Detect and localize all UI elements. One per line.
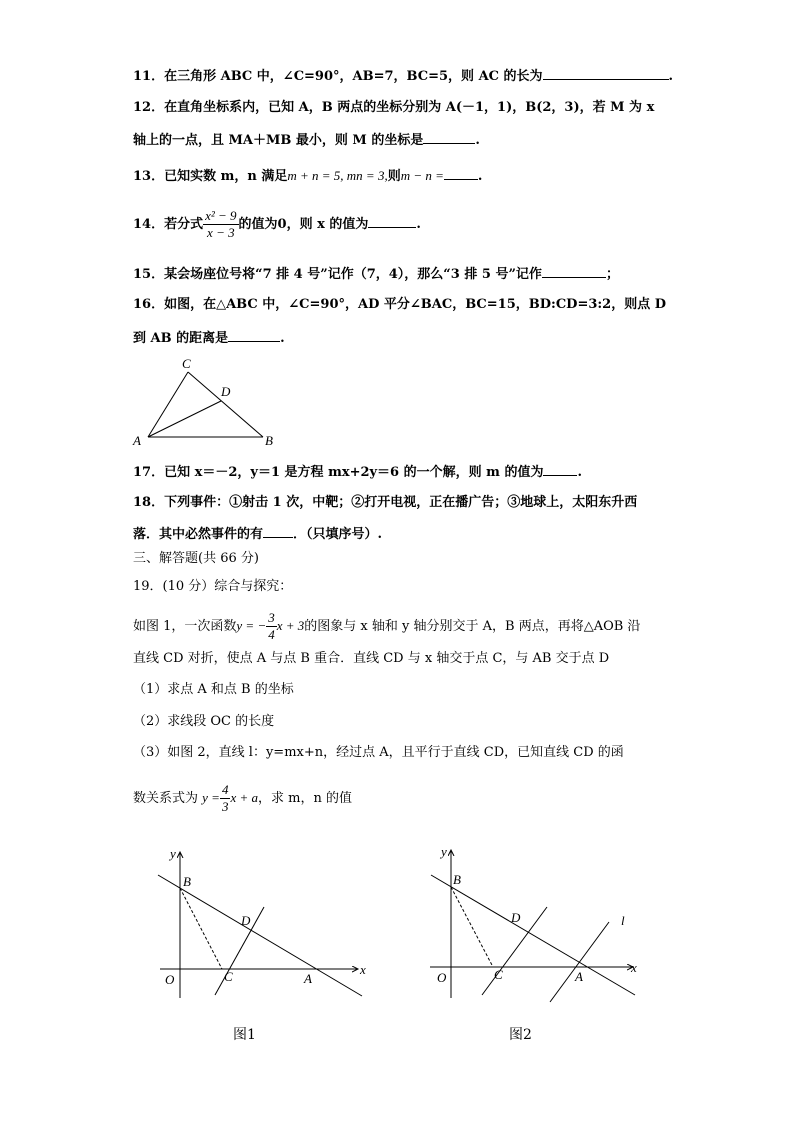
- q14-fraction: $\frac{\text{x² − 9}}{x - 3}$: [205, 208, 237, 240]
- fig2-label-o: O: [437, 970, 447, 985]
- figure-2: [425, 840, 655, 1010]
- q17-answer-blank[interactable]: [543, 462, 577, 476]
- fig1-label-d: D: [241, 913, 251, 928]
- fig2-label-b: B: [453, 872, 461, 887]
- question-19-title: 19．(10 分）综合与探究：: [133, 579, 293, 594]
- q13-expression: m − n =: [400, 168, 444, 183]
- q14-answer-blank[interactable]: [368, 214, 416, 228]
- fig2-label-a: A: [575, 969, 583, 984]
- q19-slope-fraction: $\frac{3}{4}$: [268, 610, 275, 642]
- label-c: C: [182, 356, 191, 371]
- line-ab: [431, 875, 635, 995]
- question-12-line2: 轴上的一点，且 MA＋MB 最小，则 M 的坐标是 .: [133, 130, 480, 150]
- question-19-para2: 直线 CD 对折，使点 A 与点 B 重合．直线 CD 与 x 轴交于点 C，与 AB 交于点 D: [133, 651, 610, 666]
- q11-text: 11．在三角形 ABC 中，∠C=90°，AB=7，BC=5，则 AC 的长为: [133, 69, 543, 84]
- question-14: 14．若分式 $\frac{\text{x² − 9}}{x - 3}$ 的值为0，则 x 的值为 .: [133, 208, 421, 240]
- question-19-sub2: （2）求线段 OC 的长度: [133, 714, 275, 729]
- question-13: 13．已知实数 m，n 满足m + n = 5, mn = 3,则m − n = .: [133, 168, 483, 184]
- question-18-line1: 18．下列事件：①射击 1 次，中靶；②打开电视，正在播广告；③地球上，太阳东升西: [133, 495, 638, 510]
- question-12-line1: 12．在直角坐标系内，已知 A，B 两点的坐标分别为 A(－1，1)，B(2，3)，若 M 为 x: [133, 100, 655, 115]
- figure-2-caption: 图2: [509, 1027, 532, 1043]
- q16-answer-blank[interactable]: [228, 328, 280, 342]
- question-16-line2: 到 AB 的距离是 .: [133, 328, 285, 348]
- fig1-label-y: y: [170, 846, 176, 861]
- question-17: 17．已知 x＝－2，y＝1 是方程 mx+2y＝6 的一个解，则 m 的值为 .: [133, 462, 582, 482]
- q13-condition: m + n = 5, mn = 3,: [287, 168, 388, 183]
- q19-cd-slope-fraction: $\frac{4}{3}$: [221, 782, 229, 814]
- fig1-label-o: O: [165, 972, 175, 987]
- question-18-line2: 落．其中必然事件的有 ．（只填序号）.: [133, 524, 382, 544]
- question-19-sub3: （3）如图 2，直线 l：y=mx+n，经过点 A，且平行于直线 CD，已知直线 CD 的函: [133, 745, 624, 760]
- question-19-sub1: （1）求点 A 和点 B 的坐标: [133, 682, 294, 697]
- q13-answer-blank[interactable]: [444, 166, 478, 180]
- q16-triangle-figure: [128, 352, 288, 452]
- line-ab: [158, 875, 362, 996]
- fig1-label-x: x: [360, 962, 366, 977]
- figure-1: [150, 840, 380, 1010]
- q15-answer-blank[interactable]: [542, 264, 606, 278]
- fig2-label-y: y: [441, 844, 447, 859]
- q18-answer-blank[interactable]: [263, 524, 293, 538]
- question-19-sub3-line2: 数关系式为 y = $\frac{4}{3}$ x + a，求 m，n 的值: [133, 782, 352, 814]
- label-a: A: [133, 433, 141, 448]
- side-cb: [188, 372, 263, 437]
- line-l: [550, 922, 609, 1002]
- question-16-line1: 16．如图，在△ABC 中，∠C=90°，AD 平分∠BAC，BC=15，BD:CD=3:2，则点 D: [133, 297, 667, 312]
- q12-answer-blank[interactable]: [423, 130, 475, 144]
- fig2-label-d: D: [511, 910, 521, 925]
- figure-1-caption: 图1: [233, 1027, 256, 1043]
- fig2-label-l: l: [621, 913, 625, 928]
- fig1-label-b: B: [183, 874, 191, 889]
- line-cd: [215, 907, 264, 995]
- label-b: B: [265, 433, 273, 448]
- fig2-label-c: C: [494, 967, 503, 982]
- question-19-para1: 如图 1，一次函数y = − $\frac{3}{4}$ x + 3的图象与 x 轴和 y 轴分别交于 A，B 两点，再将△AOB 沿: [133, 610, 641, 642]
- question-11: 11．在三角形 ABC 中，∠C=90°，AB=7，BC=5，则 AC 的长为 .: [133, 66, 673, 86]
- section-header: 三、解答题(共 66 分): [133, 551, 259, 566]
- fig1-label-c: C: [224, 969, 233, 984]
- q11-answer-blank[interactable]: [543, 66, 669, 80]
- fig2-label-x: x: [631, 960, 637, 975]
- question-15: 15．某会场座位号将“7 排 4 号”记作（7，4），那么“3 排 5 号”记作 ；: [133, 264, 619, 284]
- label-d: D: [221, 384, 231, 399]
- fig1-label-a: A: [304, 971, 312, 986]
